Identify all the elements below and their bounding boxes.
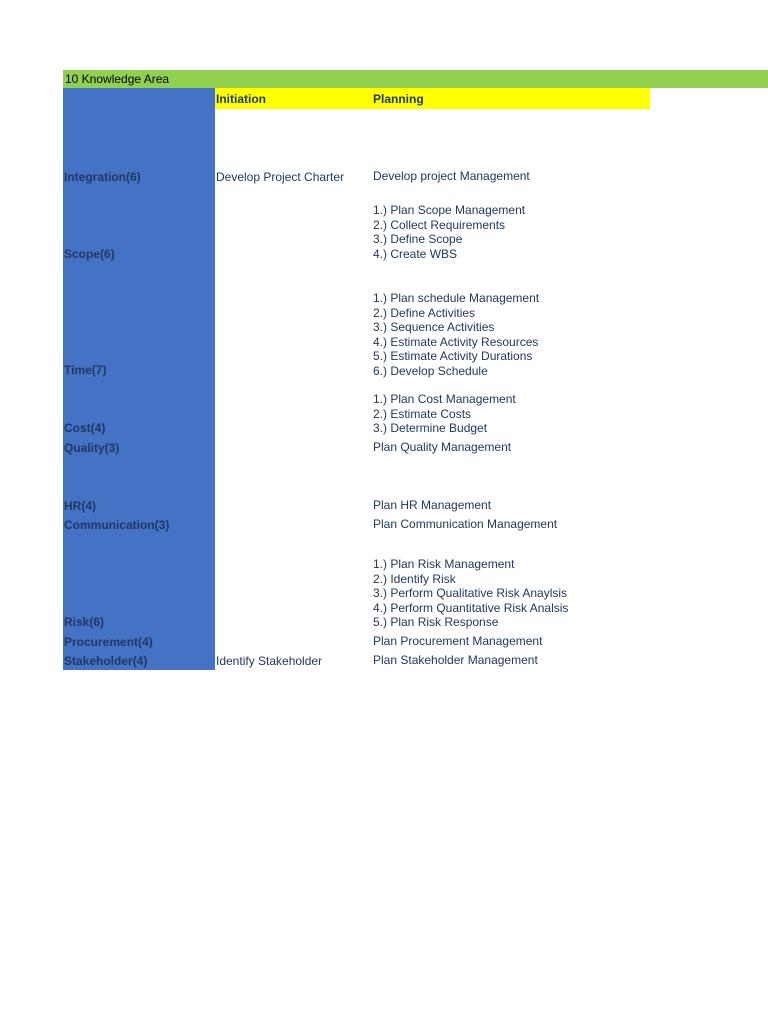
area-communication: Communication(3): [64, 518, 170, 532]
planning-quality: [373, 440, 511, 455]
initiation-stakeholder: Identify Stakeholder: [216, 654, 323, 668]
area-integration: Integration(6): [64, 170, 141, 184]
planning-item: 4.) Perform Quantitative Risk Analsis: [373, 600, 569, 615]
initiation-integration: Develop Project Charter: [216, 170, 345, 184]
planning-hr: [373, 498, 491, 513]
planning-item: Develop project Management: [373, 169, 530, 183]
planning-item: 3.) Determine Budget: [373, 421, 488, 435]
planning-item: 4.) Create WBS: [373, 246, 458, 261]
area-stakeholder: Stakeholder(4): [64, 654, 148, 668]
planning-item: Plan HR Management: [373, 498, 492, 512]
area-hr: HR(4): [64, 499, 96, 513]
planning-item: 1.) Plan Risk Management: [373, 557, 515, 571]
planning-item: Plan Stakeholder Management: [373, 653, 538, 667]
planning-item: Plan Communication Management: [373, 517, 558, 531]
title-bar: [63, 70, 768, 88]
area-cost: Cost(4): [64, 421, 106, 435]
planning-item: 4.) Estimate Activity Resources: [373, 334, 539, 349]
planning-item: 2.) Estimate Costs: [373, 406, 472, 421]
planning-item: 3.) Sequence Activities: [373, 320, 495, 334]
planning-communication: [373, 517, 557, 532]
planning-item: 5.) Estimate Activity Durations: [373, 349, 533, 363]
planning-item: 3.) Perform Qualitative Risk Anaylsis: [373, 586, 568, 600]
area-time: Time(7): [64, 363, 107, 377]
planning-cost: [373, 392, 516, 436]
planning-item: 2.) Define Activities: [373, 305, 476, 320]
planning-item: Plan Procurement Management: [373, 634, 543, 648]
planning-item: 3.) Define Scope: [373, 232, 463, 246]
area-quality: Quality(3): [64, 441, 120, 455]
planning-time: [373, 291, 539, 378]
planning-stakeholder: [373, 653, 538, 668]
planning-scope: [373, 203, 525, 261]
planning-risk: [373, 557, 568, 630]
planning-item: 6.) Develop Schedule: [373, 363, 488, 378]
planning-item: 2.) Identify Risk: [373, 571, 456, 586]
planning-item: 1.) Plan Cost Management: [373, 392, 516, 406]
area-procurement: Procurement(4): [64, 635, 153, 649]
header-row: [215, 88, 650, 109]
planning-item: Plan Quality Management: [373, 440, 512, 454]
area-risk: Risk(6): [64, 615, 105, 629]
planning-integration: [373, 169, 530, 184]
planning-item: 1.) Plan Scope Management: [373, 203, 526, 217]
planning-item: 1.) Plan schedule Management: [373, 291, 540, 305]
initiation-header: Initiation: [216, 92, 266, 106]
planning-item: 5.) Plan Risk Response: [373, 615, 499, 629]
planning-procurement: [373, 634, 542, 649]
sheet-title: 10 Knowledge Area: [65, 72, 170, 86]
planning-item: 2.) Collect Requirements: [373, 217, 506, 232]
planning-header: Planning: [373, 92, 424, 106]
area-scope: Scope(6): [64, 247, 115, 261]
